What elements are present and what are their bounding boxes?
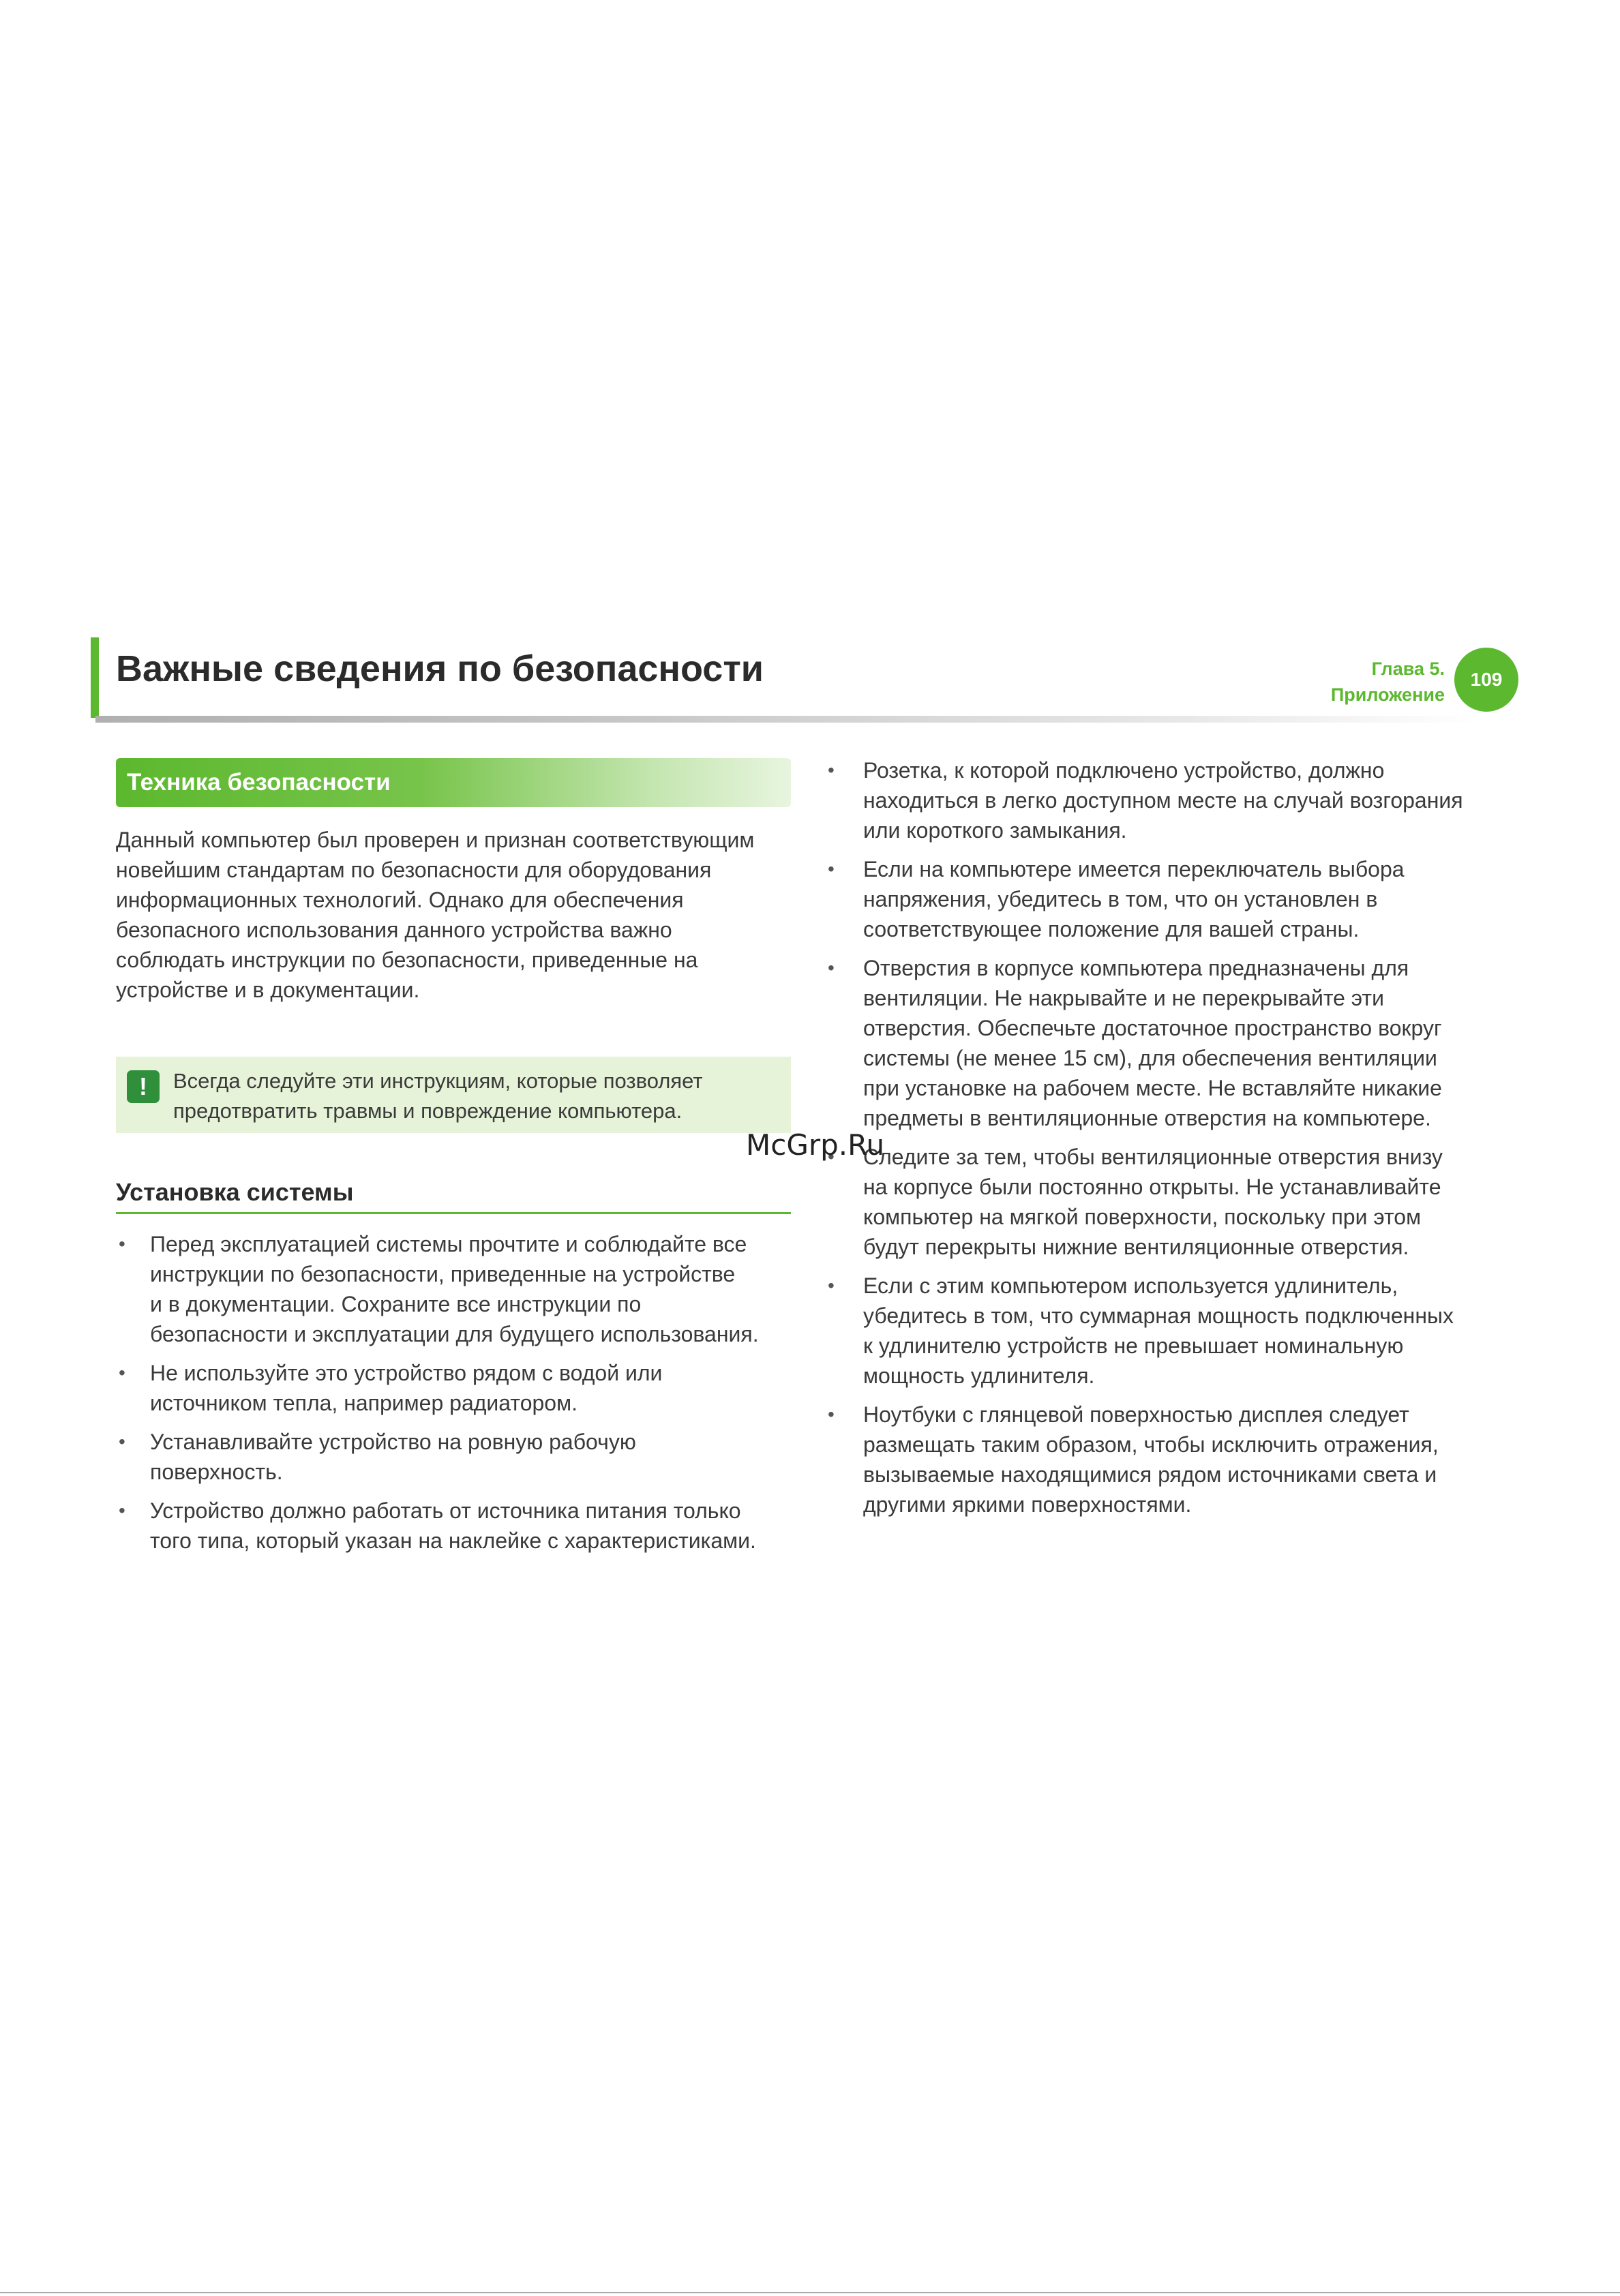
bullet-line: • Перед эксплуатацией системы прочтите и соблюдайте все [150, 1232, 747, 1256]
bullet-line: • Не используйте это устройство рядом с водой или [150, 1361, 663, 1385]
list-item [825, 1271, 1507, 1391]
bullet-line: при установке на рабочем месте. Не вставляйте никакие [863, 1076, 1442, 1100]
bullet-line: • Отверстия в корпусе компьютера предназначены для [863, 956, 1409, 980]
list-item [825, 854, 1507, 944]
bullet-line: системы (не менее 15 см), для обеспечения вентиляции [863, 1046, 1437, 1070]
bullet-line: • Розетка, к которой подключено устройство, должно [863, 758, 1385, 783]
bullet-line: мощность удлинителя. [863, 1363, 1095, 1388]
bullet-line: источником тепла, например радиатором. [150, 1391, 578, 1415]
bullet-line: соответствующее положение для вашей страны. [863, 917, 1360, 941]
bullet-line: находиться в легко доступном месте на случай возгорания [863, 788, 1463, 813]
chapter-label [1331, 656, 1445, 708]
intro-line: соблюдать инструкции по безопасности, приведенные на [116, 948, 698, 972]
list-item [825, 755, 1507, 845]
section-title-banner: Техника безопасности [116, 758, 791, 807]
intro-line: Данный компьютер был проверен и признан соответствующим [116, 828, 755, 852]
note-line: Всегда следуйте эти инструкциям, которые позволяет [173, 1069, 703, 1093]
installation-bullet-list [116, 1229, 791, 1556]
bullet-line: отверстия. Обеспечьте достаточное пространство вокруг [863, 1016, 1442, 1040]
bullet-line: размещать таким образом, чтобы исключить отражения, [863, 1432, 1439, 1457]
list-item [825, 1400, 1507, 1520]
list-item [116, 1496, 791, 1556]
right-column [825, 755, 1507, 1528]
bullet-line: инструкции по безопасности, приведенные на устройстве [150, 1262, 736, 1286]
chapter-name: Приложение [1330, 684, 1445, 705]
left-column [116, 758, 791, 1565]
bullet-line: будут перекрыты нижние вентиляционные отверстия. [863, 1235, 1409, 1259]
bullet-line: или короткого замыкания. [863, 818, 1127, 843]
bullet-line: того типа, который указан на наклейке с характеристиками. [150, 1528, 756, 1553]
safety-bullet-list [825, 755, 1507, 1520]
bullet-line: напряжения, убедитесь в том, что он установлен в [863, 887, 1378, 911]
bullet-line: компьютер на мягкой поверхности, поскольку при этом [863, 1205, 1422, 1229]
page-bottom-edge [0, 2292, 1620, 2293]
bullet-line: • Ноутбуки с глянцевой поверхностью дисплея следует [863, 1402, 1409, 1427]
chapter-number: Глава 5. [1371, 659, 1445, 679]
page-title: Важные сведения по безопасности [116, 648, 764, 689]
intro-paragraph [116, 825, 791, 1005]
bullet-line: к удлинителю устройств не превышает номинальную [863, 1333, 1404, 1358]
page-number-badge: 109 [1454, 648, 1518, 712]
title-accent-bar [91, 637, 99, 718]
header-divider [95, 716, 1480, 723]
bullet-line: • Следите за тем, чтобы вентиляционные отверстия внизу [863, 1145, 1443, 1169]
bullet-line: вызываемые находящимися рядом источниками света и [863, 1462, 1437, 1487]
intro-line: устройстве и в документации. [116, 978, 420, 1002]
list-item [116, 1358, 791, 1418]
bullet-line: вентиляции. Не накрывайте и не перекрывайте эти [863, 986, 1384, 1010]
bullet-line: убедитесь в том, что суммарная мощность подключенных [863, 1303, 1454, 1328]
list-item [116, 1229, 791, 1349]
note-line: предотвратить травмы и повреждение компьютера. [173, 1099, 682, 1123]
list-item [825, 1142, 1507, 1262]
bullet-line: другими яркими поверхностями. [863, 1492, 1192, 1517]
bullet-line: • Устанавливайте устройство на ровную рабочую [150, 1430, 636, 1454]
bullet-line: • Если с этим компьютером используется удлинитель, [863, 1273, 1398, 1298]
exclamation-icon: ! [127, 1070, 160, 1103]
bullet-line: • Устройство должно работать от источника питания только [150, 1498, 741, 1523]
intro-line: безопасного использования данного устройства важно [116, 918, 672, 942]
bullet-line: предметы в вентиляционные отверстия на компьютере. [863, 1106, 1431, 1130]
list-item [825, 953, 1507, 1133]
intro-line: информационных технологий. Однако для обеспечения [116, 888, 684, 912]
bullet-line: безопасности и эксплуатации для будущего использования. [150, 1322, 759, 1346]
bullet-line: и в документации. Сохраните все инструкции по [150, 1292, 642, 1316]
subsection-title: Установка системы [116, 1178, 791, 1214]
intro-line: новейшим стандартам по безопасности для оборудования [116, 858, 712, 882]
list-item [116, 1427, 791, 1487]
warning-note [116, 1057, 791, 1133]
bullet-line: • Если на компьютере имеется переключатель выбора [863, 857, 1405, 881]
bullet-line: поверхность. [150, 1460, 283, 1484]
bullet-line: на корпусе были постоянно открыты. Не устанавливайте [863, 1175, 1441, 1199]
warning-note-text [173, 1066, 703, 1126]
watermark: McGrp.Ru [746, 1128, 885, 1162]
